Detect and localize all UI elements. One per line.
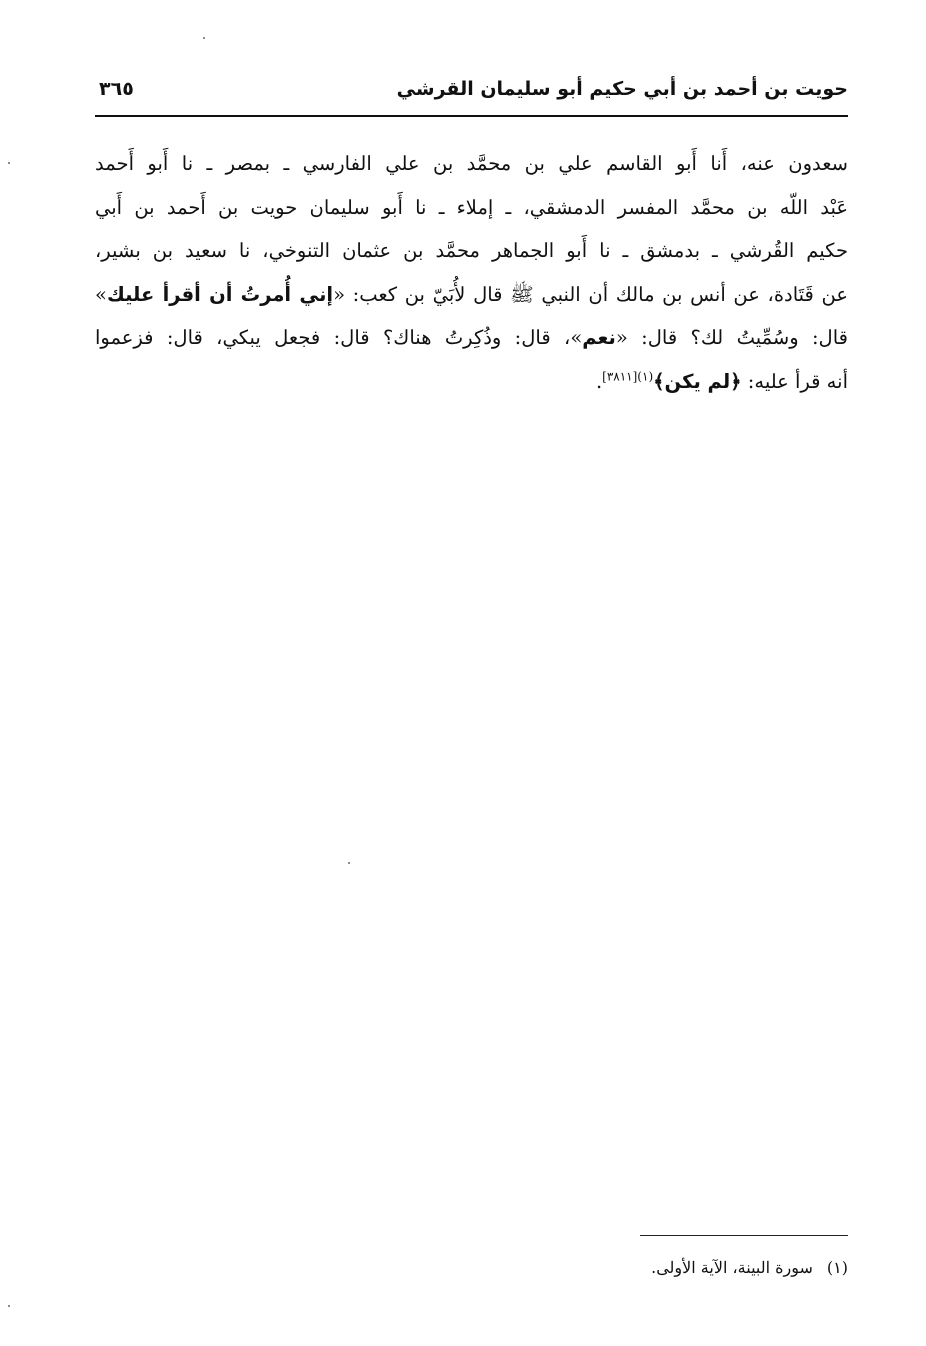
text-line-6: أنه قرأ عليه: ﴿لم يكن﴾$^{(١)[٣٨١١]}$. <box>595 369 848 393</box>
footnote-marker: (١) <box>826 1258 848 1277</box>
header-rule <box>95 115 848 117</box>
quran-verse: ﴿لم يكن﴾ <box>653 369 742 393</box>
quoted-answer: نعم <box>582 326 616 349</box>
footnote <box>651 1258 848 1277</box>
text-line-3: حكيم القُرشي ـ بدمشق ـ نا أَبو الجماهر محمَّد بن عثمان التنوخي، نا سعيد بن بشير، <box>95 239 848 262</box>
scan-speck <box>348 862 350 864</box>
body-text <box>95 142 848 403</box>
page-number: ٣٦٥ <box>99 78 134 100</box>
hadith-number: [٣٨١١] <box>602 369 638 383</box>
page-header <box>95 74 848 114</box>
footnote-reference: (١) <box>637 369 654 383</box>
text-line-1: سعدون عنه، أَنا أَبو القاسم علي بن محمَّد بن علي الفارسي ـ بمصر ـ نا أَبو أَحمد <box>95 152 848 175</box>
text-line-5: قال: وسُمِّيتُ لك؟ قال: «نعم»، قال: وذُكِرتُ هناك؟ قال: فجعل يبكي، قال: فزعموا <box>95 326 848 349</box>
hadith-quote: إني أُمرتُ أن أقرأ عليك <box>106 282 334 306</box>
footnote-rule <box>640 1235 848 1236</box>
text-line-4: عن قَتَادة، عن أنس بن مالك أن النبي ﷺ قال لأُبَيّ بن كعب: «إني أُمرتُ أن أقرأ عليك» <box>95 282 848 306</box>
scan-speck <box>8 162 10 164</box>
scan-speck <box>8 1305 10 1307</box>
scan-speck <box>203 37 205 39</box>
running-title: حويت بن أحمد بن أبي حكيم أبو سليمان القرشي <box>396 78 848 100</box>
footnote-text: سورة البينة، الآية الأولى. <box>651 1258 813 1277</box>
text-line-2: عَبْد اللّه بن محمَّد المفسر الدمشقي، ـ إملاء ـ نا أَبو سليمان حويت بن أَحمد بن أَبي <box>95 195 848 219</box>
